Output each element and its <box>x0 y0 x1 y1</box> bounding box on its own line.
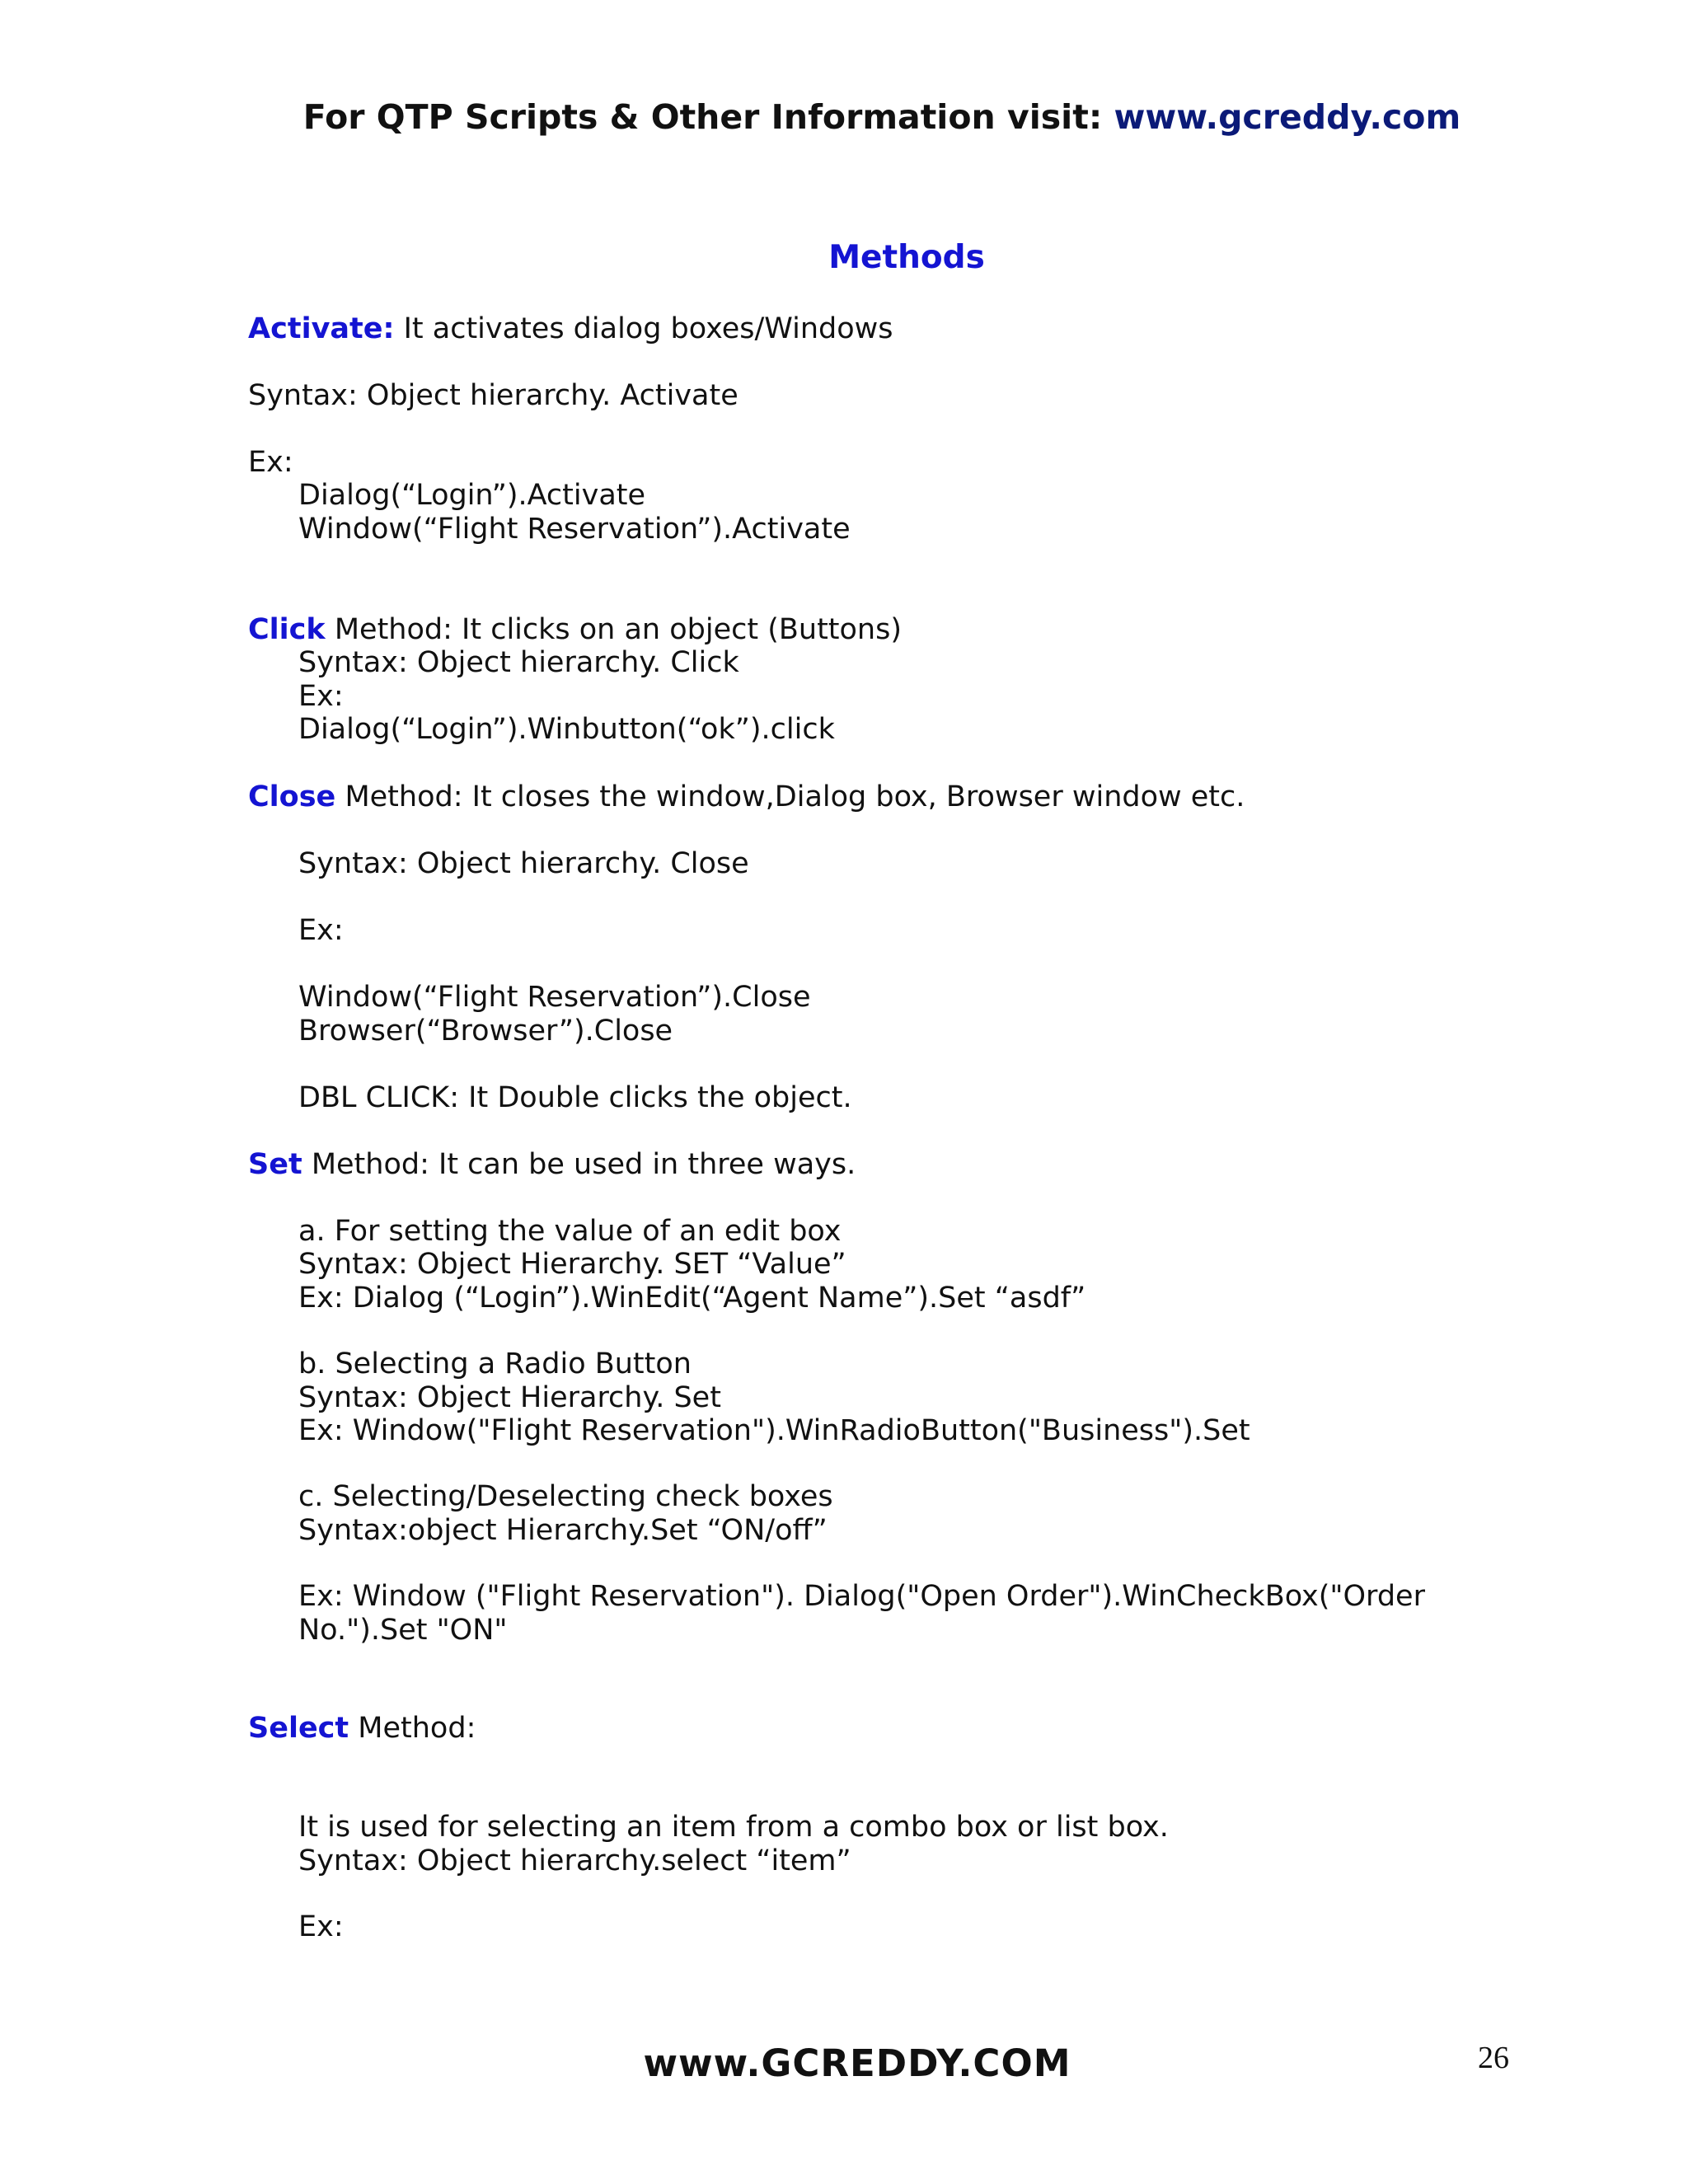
activate-description: It activates dialog boxes/Windows <box>394 312 893 345</box>
click-heading <box>248 613 902 646</box>
set-description: Method: It can be used in three ways. <box>302 1148 856 1181</box>
click-description: Method: It clicks on an object (Buttons) <box>325 613 903 646</box>
activate-ex-label: Ex: <box>248 446 293 479</box>
set-keyword: Set <box>248 1148 302 1181</box>
activate-example-1: Dialog(“Login”).Activate <box>298 479 646 512</box>
select-description: Method: <box>349 1712 476 1745</box>
select-heading <box>248 1712 476 1745</box>
dbl-click-description: DBL CLICK: It Double clicks the object. <box>298 1081 852 1114</box>
select-syntax: Syntax: Object hierarchy.select “item” <box>298 1844 851 1877</box>
page-header <box>0 97 1688 137</box>
set-a-syntax: Syntax: Object Hierarchy. SET “Value” <box>298 1248 846 1281</box>
close-example-2: Browser(“Browser”).Close <box>298 1015 673 1047</box>
set-c-title: c. Selecting/Deselecting check boxes <box>298 1480 833 1513</box>
close-example-1: Window(“Flight Reservation”).Close <box>298 981 811 1014</box>
activate-syntax: Syntax: Object hierarchy. Activate <box>248 379 738 412</box>
activate-keyword: Activate: <box>248 312 395 345</box>
set-heading <box>248 1148 856 1181</box>
set-a-title: a. For setting the value of an edit box <box>298 1215 842 1248</box>
close-syntax: Syntax: Object hierarchy. Close <box>298 847 749 880</box>
activate-heading <box>248 312 893 345</box>
set-b-syntax: Syntax: Object Hierarchy. Set <box>298 1381 721 1414</box>
set-b-example: Ex: Window("Flight Reservation").WinRadioButton("Business").Set <box>298 1414 1250 1447</box>
click-keyword: Click <box>248 613 326 646</box>
click-example: Dialog(“Login”).Winbutton(“ok”).click <box>298 713 835 746</box>
click-syntax: Syntax: Object hierarchy. Click <box>298 646 739 679</box>
close-ex-label: Ex: <box>298 914 344 947</box>
header-text: For QTP Scripts & Other Information visit: <box>302 97 1114 137</box>
select-keyword: Select <box>248 1712 349 1745</box>
set-c-example-line-2: No.").Set "ON" <box>298 1614 508 1647</box>
page-footer: www.GCREDDY.COM <box>643 2041 1071 2085</box>
header-site-link[interactable]: www.gcreddy.com <box>1114 97 1461 137</box>
set-b-title: b. Selecting a Radio Button <box>298 1347 692 1380</box>
set-c-example-line-1: Ex: Window ("Flight Reservation"). Dialog("Open Order").WinCheckBox("Order <box>298 1580 1425 1613</box>
close-description: Method: It closes the window,Dialog box, Browser window etc. <box>335 780 1245 813</box>
page-number: 26 <box>1478 2041 1509 2075</box>
select-usage: It is used for selecting an item from a combo box or list box. <box>298 1811 1169 1844</box>
close-keyword: Close <box>248 780 336 813</box>
close-heading <box>248 780 1245 813</box>
select-ex-label: Ex: <box>298 1910 344 1943</box>
activate-example-2: Window(“Flight Reservation”).Activate <box>298 513 851 546</box>
section-title: Methods <box>828 239 985 276</box>
set-c-syntax: Syntax:object Hierarchy.Set “ON/off” <box>298 1514 828 1547</box>
set-a-example: Ex: Dialog (“Login”).WinEdit(“Agent Name”).Set “asdf” <box>298 1282 1086 1315</box>
click-ex-label: Ex: <box>298 680 344 713</box>
